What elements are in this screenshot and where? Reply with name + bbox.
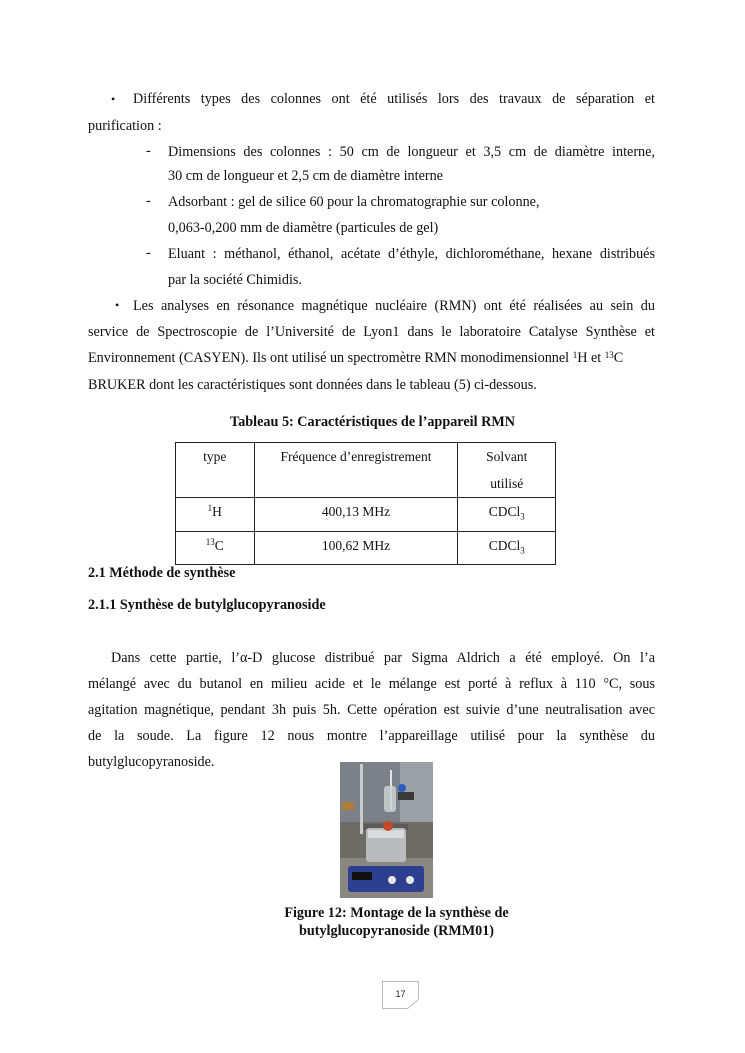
paragraph-line: service de Spectroscopie de l’Université de Lyon1 dans le laboratoire Catalyse Synthèse et bbox=[88, 324, 655, 340]
subsection-heading: 2.1.1 Synthèse de butylglucopyranoside bbox=[88, 597, 326, 613]
page-number-text: 17 bbox=[395, 989, 406, 999]
figure-caption: Figure 12: Montage de la synthèse de bbox=[284, 905, 509, 921]
apparatus-illustration bbox=[340, 762, 433, 898]
figure-caption: butylglucopyranoside (RMM01) bbox=[298, 923, 495, 939]
superscript: 13 bbox=[604, 350, 614, 360]
list-item-text: 0,063-0,200 mm de diamètre (particules de gel) bbox=[168, 220, 439, 236]
apparatus-photo bbox=[340, 762, 433, 898]
table-row bbox=[176, 498, 556, 532]
superscript: 1 bbox=[572, 350, 578, 360]
table-cell bbox=[176, 531, 255, 565]
text-span: C bbox=[613, 350, 624, 366]
bullet: • bbox=[115, 298, 120, 312]
paragraph-line: Différents types des colonnes ont été utilisés lors des travaux de séparation et bbox=[133, 91, 655, 107]
list-item-text: 30 cm de longueur et 2,5 cm de diamètre interne bbox=[168, 168, 443, 184]
list-item-text: Adsorbant : gel de silice 60 pour la chromatographie sur colonne, bbox=[168, 194, 540, 210]
table-row bbox=[176, 531, 556, 565]
text-span: H et bbox=[577, 350, 605, 366]
table-cell bbox=[458, 531, 556, 565]
section-heading: 2.1 Méthode de synthèse bbox=[88, 565, 236, 581]
paragraph-line: Dans cette partie, l’α-D glucose distribué par Sigma Aldrich a été employé. On l’a bbox=[111, 650, 655, 666]
cell-text: CDCl bbox=[488, 537, 521, 553]
paragraph-line: agitation magnétique, pendant 3h puis 5h. Cette opération est suivie d’une neutralisation avec bbox=[88, 702, 655, 718]
list-item-text: Dimensions des colonnes : 50 cm de longueur et 3,5 cm de diamètre interne, bbox=[168, 144, 655, 160]
table-cell: 400,13 MHz bbox=[254, 498, 458, 532]
header-text: utilisé bbox=[490, 476, 524, 491]
superscript: 13 bbox=[205, 536, 215, 547]
list-item-text: par la société Chimidis. bbox=[168, 272, 302, 288]
list-item-text: Eluant : méthanol, éthanol, acétate d’éthyle, dichlorométhane, hexane distribués bbox=[168, 246, 655, 262]
paragraph-line: de la soude. La figure 12 nous montre l’appareillage utilisé pour la synthèse du bbox=[88, 728, 655, 744]
subscript: 3 bbox=[520, 511, 525, 522]
header-text: Solvant bbox=[486, 449, 528, 464]
table-cell: 100,62 MHz bbox=[254, 531, 458, 565]
paragraph-line: butylglucopyranoside. bbox=[88, 754, 215, 770]
dash-marker: - bbox=[146, 193, 151, 209]
cell-text: H bbox=[212, 504, 222, 519]
paragraph-line bbox=[88, 349, 655, 367]
cell-text: C bbox=[214, 537, 224, 553]
rmn-table bbox=[175, 442, 556, 565]
table-header-row bbox=[176, 443, 556, 498]
text-span: Environnement (CASYEN). Ils ont utilisé un spectromètre RMN monodimensionnel bbox=[88, 350, 573, 366]
page-curl-icon bbox=[407, 999, 419, 1009]
subscript: 3 bbox=[520, 545, 525, 556]
page-number bbox=[382, 981, 419, 1009]
paragraph-line: purification : bbox=[88, 118, 162, 134]
superscript: 1 bbox=[207, 503, 213, 513]
header-cell: type bbox=[176, 443, 255, 498]
paragraph-line: Les analyses en résonance magnétique nucléaire (RMN) ont été réalisées au sein du bbox=[133, 298, 655, 314]
cell-text: CDCl bbox=[488, 504, 521, 519]
bullet: • bbox=[111, 92, 116, 106]
header-cell bbox=[458, 443, 556, 498]
dash-marker: - bbox=[146, 245, 151, 261]
paragraph-line: mélangé avec du butanol en milieu acide et le mélange est porté à reflux à 110 °C, sous bbox=[88, 676, 655, 692]
header-cell: Fréquence d’enregistrement bbox=[254, 443, 458, 498]
table-cell bbox=[176, 498, 255, 532]
table-title: Tableau 5: Caractéristiques de l’appareil RMN bbox=[230, 414, 515, 430]
dash-marker: - bbox=[146, 143, 151, 159]
table-cell bbox=[458, 498, 556, 532]
paragraph-line: BRUKER dont les caractéristiques sont données dans le tableau (5) ci-dessous. bbox=[88, 377, 537, 393]
